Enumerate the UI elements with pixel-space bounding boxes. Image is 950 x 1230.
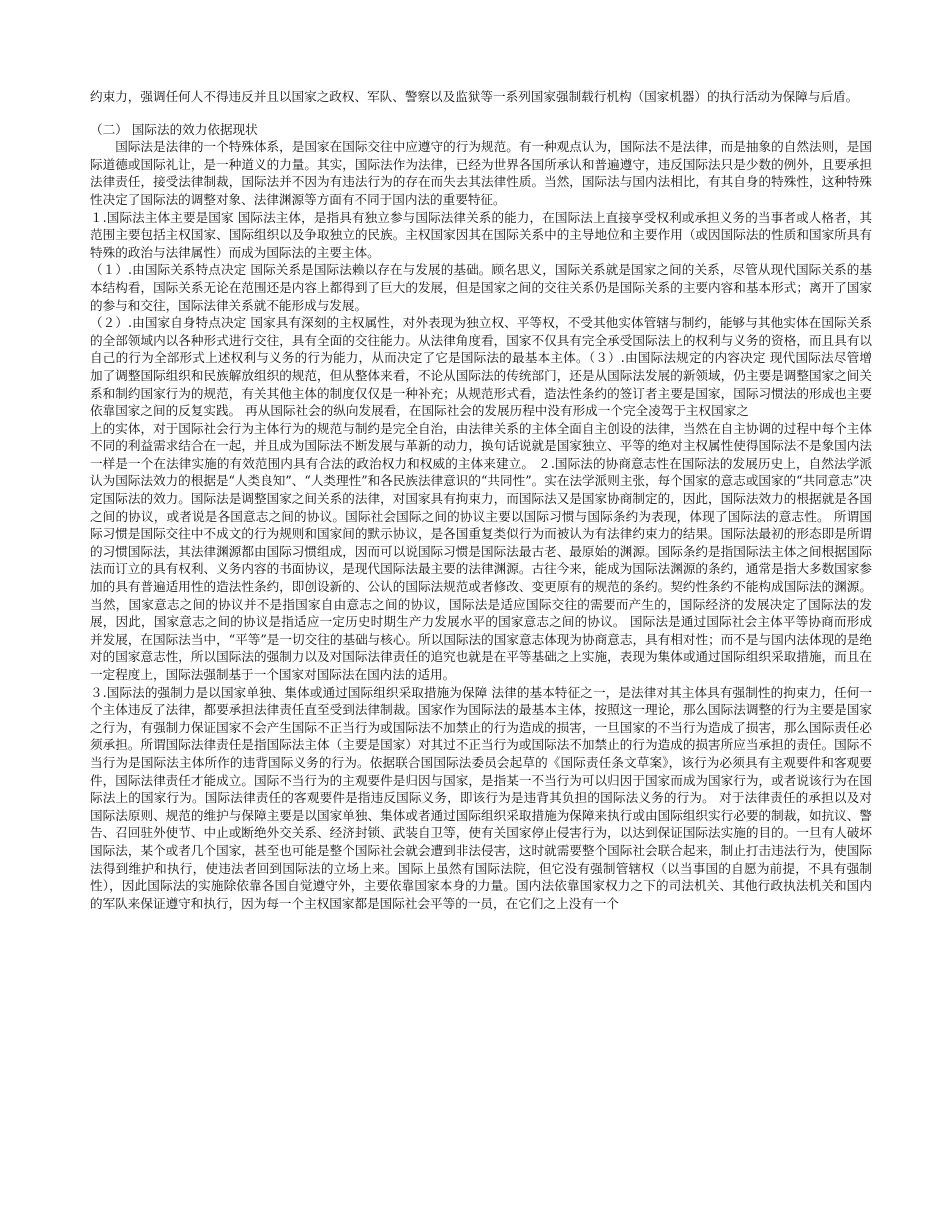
paragraph-point-1: １.国际法主体主要是国家 国际法主体，是指具有独立参与国际法律关系的能力，在国际法上直接享受权利或承担义务的当事者或人格者，其范围主要包括主权国家、国际组织以及争取独立的民族。主权国家因其在国际关系中的主导地位和主要作用（或因国际法的性质和国家所具有特殊的政治与法律属性）而成为国际法的主要主体。 [90, 209, 872, 260]
paragraph-subpoint-2-3: （２）.由国家自身特点决定 国家具有深刻的主权属性，对外表现为独立权、平等权，不受其他实体管辖与制约，能够与其他实体在国际关系的全部领域内以各种形式进行交往，具有全面的交往能力。从法律角度看，国家不仅具有完全承受国际法上的权利与义务的资格，而且具有以自己的行为全部形式上述权利与义务的行为能力，从而决定了它是国际法的最基本主体。（３）.由国际法规定的内容决定 现代国际法尽管增加了调整国际组织和民族解放组织的规范，但从整体来看，不论从国际法的传统部门，还是从国际法发展的新领域，仍主要是调整国家之间关系和制约国家行为的规范，有关其他主体的制度仅仅是一种补充；从规范形式看，造法性条约的签订者主要是国家，国际习惯法的形成也主要依靠国家之间的反复实践。 再从国际社会的纵向发展看，在国际社会的发展历程中没有形成一个完全凌驾于主权国家之 [90, 315, 872, 419]
paragraph-subpoint-1: （１）.由国际关系特点决定 国际关系是国际法赖以存在与发展的基础。顾名思义，国际关系就是国家之间的关系，尽管从现代国际关系的基本结构看，国际关系无论在范围还是内容上都得到了巨大的发展，但是国家之间的交往关系仍是国际关系的主要内容和基本形式；离开了国家的参与和交往，国际法律关系就不能形成与发展。 [90, 262, 872, 313]
paragraph-intro: 国际法是法律的一个特殊体系，是国家在国际交往中应遵守的行为规范。有一种观点认为，国际法不是法律，而是抽象的自然法则，是国际道德或国际礼让，是一种道义的力量。其实，国际法作为法律，已经为世界各国所承认和普遍遵守，违反国际法只是少数的例外，且要承担法律责任，接受法律制裁，国际法并不因为有违法行为的存在而失去其法律性质。当然，国际法与国内法相比，有其自身的特殊性，这种特殊性决定了国际法的调整对象、法律渊源等方面有不同于国内法的重要特征。 [90, 139, 872, 207]
paragraph-point-2: 上的实体，对于国际社会行为主体行为的规范与制约是完全自治，由法律关系的主体全面自主创设的法律，当然在自主协调的过程中每个主体不同的利益需求结合在一起，并且成为国际法不断发展与革新的动力，换句话说就是国家独立、平等的绝对主权属性使得国际法不是象国内法一样是一个在法律实施的有效范围内具有合法的政治权力和权威的主体来建立。 ２.国际法的协商意志性在国际法的发展历史上，自然法学派认为国际法效力的根据是“人类良知”、“人类理性”和各民族法律意识的“共同性”。实在法学派则主张，每个国家的意志或国家的“共同意志”决定国际法的效力。国际法是调整国家之间关系的法律，对国家具有拘束力，而国际法又是国家协商制定的，因此，国际法效力的根据就是各国之间的协议，或者说是各国意志之间的协议。国际社会国际之间的协议主要以国际习惯与国际条约为表现，体现了国际法的意志性。 所谓国际习惯是国际交往中不成文的行为规则和国家间的默示协议，是各国重复类似行为而被认为有法律约束力的结果。国际法最初的形态即是所谓的习惯国际法，其法律渊源都由国际习惯组成，因而可以说国际习惯是国际法最古老、最原始的渊源。国际条约是指国际法主体之间根据国际法而订立的具有权利、义务内容的书面协议，是现代国际法最主要的法律渊源。古往今来，能成为国际法渊源的条约，通常是指大多数国家参加的具有普遍适用性的造法性条约，即创设新的、公认的国际法规范或者修改、变更原有的规范的条约。契约性条约不能构成国际法的渊源。当然，国家意志之间的协议并不是指国家自由意志之间的协议，国际法是适应国际交往的需要而产生的，国际经济的发展决定了国际法的发展，因此，国家意志之间的协议是指适应一定历史时期生产力发展水平的国家意志之间的协议。 国际法是通过国际社会主体平等协商而形成并发展，在国际法当中，“平等”是一切交往的基础与核心。所以国际法的国家意志体现为协商意志，具有相对性；而不是与国内法体现的是绝对的国家意志性，所以国际法的强制力以及对国际法律责任的追究也就是在平等基础之上实施，表现为集体或通过国际组织采取措施，而且在一定程度上，国际法强制基于一个国家对国际法在国内法的适用。 [90, 420, 872, 682]
paragraph-point-3: ３.国际法的强制力是以国家单独、集体或通过国际组织采取措施为保障 法律的基本特征之一，是法律对其主体具有强制性的拘束力，任何一个主体违反了法律，都要承担法律责任直至受到法律制裁。国家作为国际法的最基本主体，按照这一理论，那么国际法调整的行为主要是国家之行为，有强制力保证国家不会产生国际不正当行为或国际法不加禁止的行为造成的损害，一旦国家的不当行为造成了损害，那么国际责任必须承担。所谓国际法律责任是指国际法主体（主要是国家）对其过不正当行为或国际法不加禁止的行为造成的损害所应当承担的责任。国际不当行为是国际法主体所作的违背国际义务的行为。依据联合国国际法委员会起草的《国际责任条文草案》，该行为必须具有主观要件和客观要件，国际法律责任才能成立。国际不当行为的主观要件是归因与国家，是指某一不当行为可以归因于国家而成为国家行为，或者说该行为在国际法上的国家行为。国际法律责任的客观要件是指违反国际义务，即该行为是违背其负担的国际法义务的行为。 对于法律责任的承担以及对国际法原则、规范的维护与保障主要是以国家单独、集体或者通过国际组织采取措施为保障来执行或由国际组织实行必要的制裁，如抗议、警告、召回驻外使节、中止或断绝外交关系、经济封锁、武装自卫等，使有关国家停止侵害行为，以达到保证国际法实施的目的。一旦有人破坏国际法，某个或者几个国家，甚至也可能是整个国际社会就会遭到非法侵害，这时就需要整个国际社会联合起来，制止打击违法行为，使国际法得到维护和执行，使违法者回到国际法的立场上来。国际上虽然有国际法院，但它没有强制管辖权（以当事国的自愿为前提，不具有强制性），因此国际法的实施除依靠各国自觉遵守外，主要依靠国家本身的力量。国内法依靠国家权力之下的司法机关、其他行政执法机关和国内的军队来保证遵守和执行，因为每一个主权国家都是国际社会平等的一员，在它们之上没有一个 [90, 684, 872, 911]
section-heading: （二） 国际法的效力依据现状 [90, 121, 258, 137]
paragraph-continuation: 约束力，强调任何人不得违反并且以国家之政权、军队、警察以及监狱等一系列国家强制载行机构（国家机器）的执行活动为保障与后盾。 [90, 89, 859, 104]
